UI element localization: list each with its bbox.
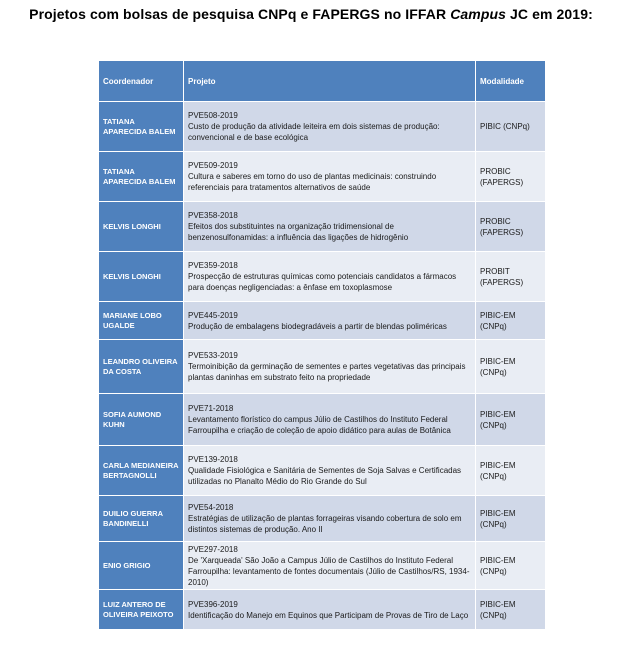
table-row (99, 202, 546, 252)
projeto-cell (184, 302, 476, 340)
project-code: PVE508-2019 (188, 111, 238, 120)
projeto-cell (184, 590, 476, 630)
header-row (99, 61, 546, 102)
projeto-cell (184, 340, 476, 394)
project-code: PVE358-2018 (188, 211, 238, 220)
coordenador-cell: MARIANE LOBO UGALDE (99, 302, 184, 340)
table-row (99, 252, 546, 302)
project-description: De 'Xarqueada' São João a Campus Júlio de Castilhos do Instituto Federal Farroupilha: levantamento de fontes documentais (Júlio de Castilhos/RS, 1934-2010) (188, 555, 470, 587)
modalidade-cell: PIBIC-EM (CNPq) (476, 496, 546, 542)
project-code: PVE359-2018 (188, 261, 238, 270)
modalidade-cell: PIBIC-EM (CNPq) (476, 542, 546, 590)
project-description: Termoinibição da germinação de sementes e partes vegetativas das principais plantas daninhas em substrato feito na propriedade (188, 362, 466, 382)
coordenador-cell: KELVIS LONGHI (99, 252, 184, 302)
header-coordenador: Coordenador (99, 61, 184, 102)
project-code: PVE71-2018 (188, 404, 234, 413)
modalidade-cell: PROBIC (FAPERGS) (476, 152, 546, 202)
projeto-cell (184, 496, 476, 542)
modalidade-cell: PIBIC-EM (CNPq) (476, 446, 546, 496)
project-description: Produção de embalagens biodegradáveis a partir de blendas poliméricas (188, 321, 447, 331)
coordenador-cell: SOFIA AUMOND KUHN (99, 394, 184, 446)
projeto-cell (184, 542, 476, 590)
project-code: PVE445-2019 (188, 310, 238, 320)
project-code: PVE533-2019 (188, 351, 238, 360)
projeto-cell (184, 446, 476, 496)
project-code: PVE509-2019 (188, 161, 238, 170)
title-suffix: JC em 2019: (506, 6, 593, 22)
project-description: Custo de produção da atividade leiteira em dois sistemas de produção: convencional e de base ecológica (188, 122, 440, 142)
project-code: PVE396-2019 (188, 599, 238, 609)
modalidade-cell: PIBIC (CNPq) (476, 102, 546, 152)
coordenador-cell: TATIANA APARECIDA BALEM (99, 102, 184, 152)
modalidade-cell: PROBIT (FAPERGS) (476, 252, 546, 302)
table-row (99, 542, 546, 590)
modalidade-cell: PIBIC-EM (CNPq) (476, 590, 546, 630)
table-row (99, 496, 546, 542)
project-code: PVE54-2018 (188, 503, 234, 512)
table-row (99, 302, 546, 340)
table-row (99, 102, 546, 152)
table-row (99, 152, 546, 202)
projects-table (98, 60, 546, 630)
modalidade-cell: PROBIC (FAPERGS) (476, 202, 546, 252)
table-row (99, 590, 546, 630)
page-title (0, 6, 622, 22)
header-projeto: Projeto (184, 61, 476, 102)
projeto-cell (184, 152, 476, 202)
project-description: Efeitos dos substituintes na organização tridimensional de benzenosulfonamidas: a influência das ligações de hidrogênio (188, 222, 409, 242)
modalidade-cell: PIBIC-EM (CNPq) (476, 302, 546, 340)
projeto-cell (184, 202, 476, 252)
modalidade-cell: PIBIC-EM (CNPq) (476, 340, 546, 394)
coordenador-cell: KELVIS LONGHI (99, 202, 184, 252)
projeto-cell (184, 394, 476, 446)
project-code: PVE297-2018 (188, 544, 238, 554)
table-row (99, 340, 546, 394)
table-row (99, 446, 546, 496)
coordenador-cell: DUILIO GUERRA BANDINELLI (99, 496, 184, 542)
project-description: Prospecção de estruturas químicas como potenciais candidatos a fármacos para doenças negligenciadas: a ênfase em toxoplasmose (188, 272, 457, 292)
project-code: PVE139-2018 (188, 455, 238, 464)
project-description: Identificação do Manejo em Equinos que Participam de Provas de Tiro de Laço (188, 610, 469, 620)
title-campus: Campus (450, 6, 507, 22)
projeto-cell (184, 252, 476, 302)
modalidade-cell: PIBIC-EM (CNPq) (476, 394, 546, 446)
coordenador-cell: LUIZ ANTERO DE OLIVEIRA PEIXOTO (99, 590, 184, 630)
coordenador-cell: ENIO GRIGIO (99, 542, 184, 590)
title-text: Projetos com bolsas de pesquisa CNPq e FAPERGS no IFFAR (29, 6, 451, 22)
coordenador-cell: TATIANA APARECIDA BALEM (99, 152, 184, 202)
project-description: Estratégias de utilização de plantas forrageiras visando cobertura de solo em distintos sistemas de produção. Ano II (188, 514, 462, 534)
table-row (99, 394, 546, 446)
header-modalidade: Modalidade (476, 61, 546, 102)
coordenador-cell: LEANDRO OLIVEIRA DA COSTA (99, 340, 184, 394)
project-description: Levantamento florístico do campus Júlio de Castilhos do Instituto Federal Farroupilha e criação de coleção de apoio didático para aulas de Botânica (188, 415, 451, 435)
project-description: Cultura e saberes em torno do uso de plantas medicinais: construindo referenciais para tratamentos alternativos de saúde (188, 172, 437, 192)
coordenador-cell: CARLA MEDIANEIRA BERTAGNOLLI (99, 446, 184, 496)
projeto-cell (184, 102, 476, 152)
project-description: Qualidade Fisiológica e Sanitária de Sementes de Soja Salvas e Certificadas utilizadas no Planalto Médio do Rio Grande do Sul (188, 466, 462, 486)
